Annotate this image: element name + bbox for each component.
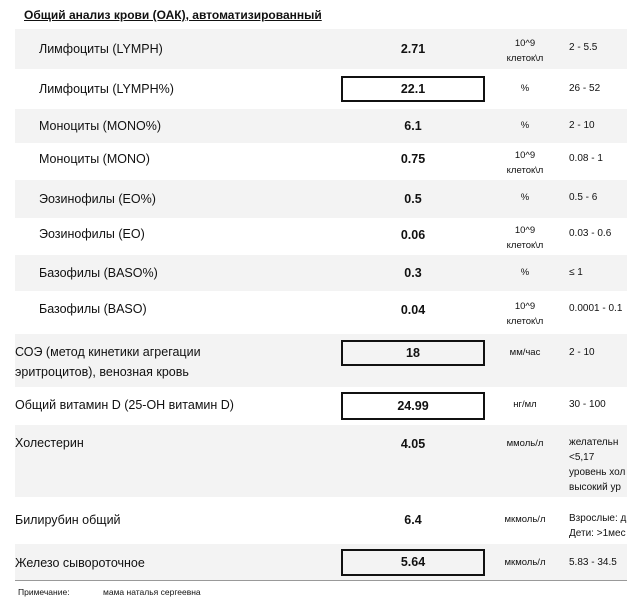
test-unit bbox=[495, 223, 555, 253]
reference-range: 2 - 10 bbox=[569, 120, 595, 131]
test-value-flagged: 24.99 bbox=[341, 392, 485, 420]
table-row bbox=[15, 255, 627, 291]
table-row bbox=[15, 143, 627, 180]
ref-line: Взрослые: д bbox=[569, 513, 627, 524]
test-value: 2.71 bbox=[400, 42, 426, 56]
test-value: 4.05 bbox=[400, 437, 426, 451]
test-name: Базофилы (BASO) bbox=[39, 302, 147, 316]
ref-line: желательн bbox=[569, 437, 619, 448]
test-name: Лимфоциты (LYMPH%) bbox=[39, 82, 174, 96]
unit-line: клеток\л bbox=[506, 165, 544, 176]
test-value-flagged: 18 bbox=[341, 340, 485, 366]
test-value: 0.5 bbox=[404, 192, 422, 206]
ref-line: высокий ур bbox=[569, 482, 621, 493]
test-unit bbox=[495, 555, 555, 570]
table-row bbox=[15, 544, 627, 580]
table-row bbox=[15, 425, 627, 497]
test-name: Эозинофилы (ЕО%) bbox=[39, 192, 156, 206]
table-row bbox=[15, 109, 627, 143]
table-row bbox=[15, 387, 627, 425]
ref-line: <5,17 bbox=[569, 452, 595, 463]
test-unit bbox=[495, 345, 555, 360]
test-value: 0.04 bbox=[400, 303, 426, 317]
test-name: Железо сывороточное bbox=[15, 556, 145, 570]
test-name bbox=[15, 342, 201, 382]
ref-line: Дети: >1мес bbox=[569, 528, 626, 539]
test-unit bbox=[495, 299, 555, 329]
unit-line: % bbox=[520, 83, 530, 94]
test-name: Общий витамин D (25-OH витамин D) bbox=[15, 398, 234, 412]
reference-range: 0.5 - 6 bbox=[569, 192, 598, 203]
reference-range bbox=[569, 435, 625, 495]
reference-range bbox=[569, 511, 626, 541]
unit-line: % bbox=[520, 192, 530, 203]
test-unit bbox=[495, 512, 555, 527]
reference-range: 0.08 - 1 bbox=[569, 153, 603, 164]
reference-range: 0.0001 - 0.1 bbox=[569, 303, 623, 314]
table-row bbox=[15, 29, 627, 69]
test-unit bbox=[495, 265, 555, 280]
unit-line: клеток\л bbox=[506, 316, 544, 327]
note-label: Примечание: bbox=[18, 587, 70, 597]
unit-line: % bbox=[520, 120, 530, 131]
ref-line: уровень хол bbox=[569, 467, 626, 478]
name-line: эритроцитов), венозная кровь bbox=[15, 365, 189, 379]
reference-range: 30 - 100 bbox=[569, 399, 606, 410]
test-unit bbox=[495, 118, 555, 133]
table-row bbox=[15, 291, 627, 334]
table-row bbox=[15, 497, 627, 544]
note-text: мама наталья сергеевна bbox=[103, 587, 201, 597]
test-value: 0.3 bbox=[404, 266, 422, 280]
test-name: Холестерин bbox=[15, 436, 84, 450]
test-unit bbox=[495, 436, 555, 451]
unit-line: 10^9 bbox=[514, 150, 536, 161]
unit-line: нг/мл bbox=[513, 399, 537, 410]
reference-range: 2 - 10 bbox=[569, 347, 595, 358]
test-name: Базофилы (BASO%) bbox=[39, 266, 158, 280]
name-line: СОЭ (метод кинетики агрегации bbox=[15, 345, 201, 359]
report-title: Общий анализ крови (ОАК), автоматизированный bbox=[24, 8, 322, 22]
test-name: Моноциты (MONO%) bbox=[39, 119, 162, 133]
test-value: 6.4 bbox=[404, 513, 422, 527]
unit-line: ммоль/л bbox=[506, 438, 544, 449]
table-row bbox=[15, 334, 627, 387]
test-name: Эозинофилы (ЕО) bbox=[39, 227, 145, 241]
table-row bbox=[15, 218, 627, 255]
test-name: Лимфоциты (LYMPH) bbox=[39, 42, 163, 56]
test-value-flagged: 5.64 bbox=[341, 549, 485, 576]
reference-range: ≤ 1 bbox=[569, 267, 583, 278]
unit-line: 10^9 bbox=[514, 38, 536, 49]
unit-line: клеток\л bbox=[506, 53, 544, 64]
test-name: Билирубин общий bbox=[15, 513, 121, 527]
unit-line: 10^9 bbox=[514, 225, 536, 236]
test-unit bbox=[495, 397, 555, 412]
test-value: 0.75 bbox=[400, 152, 426, 166]
test-unit bbox=[495, 148, 555, 178]
table-row bbox=[15, 180, 627, 218]
unit-line: мм/час bbox=[509, 347, 541, 358]
divider bbox=[15, 580, 627, 581]
test-name: Моноциты (MONO) bbox=[39, 152, 150, 166]
reference-range: 5.83 - 34.5 bbox=[569, 557, 617, 568]
reference-range: 2 - 5.5 bbox=[569, 42, 598, 53]
test-unit bbox=[495, 81, 555, 96]
test-unit bbox=[495, 36, 555, 66]
reference-range: 26 - 52 bbox=[569, 83, 601, 94]
unit-line: клеток\л bbox=[506, 240, 544, 251]
unit-line: мкмоль/л bbox=[504, 514, 546, 525]
unit-line: % bbox=[520, 267, 530, 278]
reference-range: 0.03 - 0.6 bbox=[569, 228, 612, 239]
test-value: 0.06 bbox=[400, 228, 426, 242]
table-row bbox=[15, 69, 627, 109]
test-unit bbox=[495, 190, 555, 205]
test-value: 6.1 bbox=[404, 119, 422, 133]
unit-line: мкмоль/л bbox=[504, 557, 546, 568]
test-value-flagged: 22.1 bbox=[341, 76, 485, 102]
unit-line: 10^9 bbox=[514, 301, 536, 312]
